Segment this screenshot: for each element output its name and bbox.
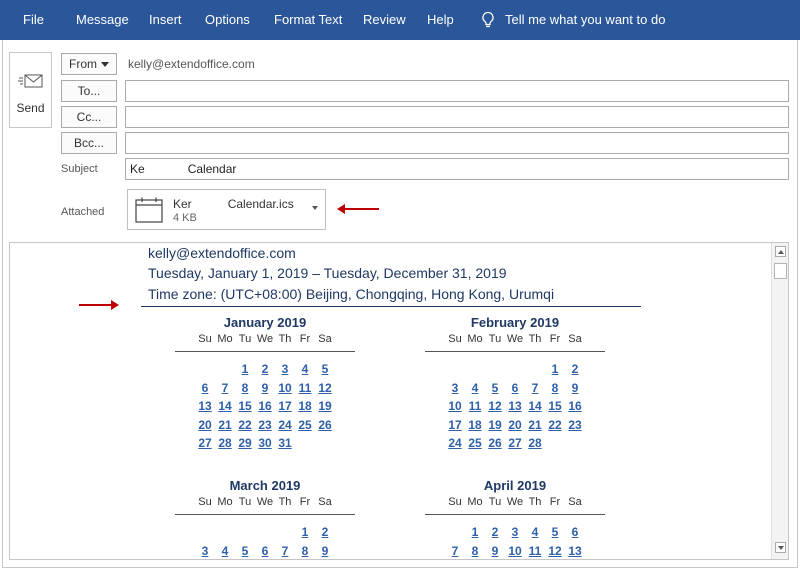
- weekday-header: [425, 333, 605, 349]
- cc-field[interactable]: [125, 106, 789, 128]
- date-link[interactable]: 17: [278, 399, 292, 413]
- weekday-label: Mo: [217, 333, 233, 345]
- week-row: [445, 544, 605, 561]
- weekday-label: Sa: [568, 333, 582, 345]
- date-link[interactable]: 13: [568, 543, 582, 558]
- date-link[interactable]: 5: [321, 362, 329, 376]
- month-title: April 2019: [483, 478, 547, 493]
- menu-message[interactable]: Message: [76, 12, 129, 27]
- menu-help[interactable]: Help: [427, 12, 454, 27]
- weekday-label: Mo: [217, 496, 233, 508]
- date-link[interactable]: 4: [221, 543, 229, 558]
- date-grid: [175, 525, 355, 560]
- month-title: January 2019: [223, 315, 307, 330]
- weekday-label: Tu: [238, 496, 252, 508]
- attachment-dropdown-icon[interactable]: [312, 206, 318, 210]
- date-link[interactable]: 24: [278, 417, 292, 432]
- weekday-label: Th: [528, 496, 542, 508]
- date-link[interactable]: 1: [301, 525, 309, 539]
- date-link[interactable]: 13: [198, 399, 212, 413]
- message-body[interactable]: [9, 242, 789, 560]
- date-link[interactable]: 14: [528, 399, 542, 413]
- date-link[interactable]: 9: [491, 543, 499, 558]
- weekday-header: [425, 496, 605, 512]
- date-link[interactable]: 9: [261, 380, 269, 395]
- send-button[interactable]: [9, 52, 52, 128]
- date-link[interactable]: 7: [451, 543, 459, 558]
- menu-insert[interactable]: Insert: [149, 12, 182, 27]
- menu-file[interactable]: File: [23, 12, 44, 27]
- date-link[interactable]: 25: [468, 436, 482, 450]
- date-link[interactable]: 27: [508, 436, 522, 450]
- weekday-label: Tu: [488, 333, 502, 345]
- scroll-up-icon[interactable]: [775, 246, 786, 257]
- subject-text-start: Ke: [130, 162, 145, 176]
- bcc-field[interactable]: [125, 132, 789, 154]
- date-link[interactable]: 2: [571, 362, 579, 376]
- date-link[interactable]: 18: [468, 417, 482, 432]
- calendar-date-range: Tuesday, January 1, 2019 – Tuesday, December 31, 2019: [148, 265, 507, 281]
- empty-day: [445, 362, 465, 381]
- attached-label: Attached: [61, 206, 105, 218]
- weekday-label: Su: [198, 333, 212, 345]
- week-row: [195, 544, 355, 561]
- date-link[interactable]: 20: [198, 417, 212, 432]
- date-link[interactable]: 12: [548, 543, 562, 558]
- chevron-down-icon: [101, 62, 109, 67]
- cc-button[interactable]: Cc...: [61, 106, 117, 128]
- week-row: [445, 418, 605, 437]
- empty-day: [485, 362, 505, 381]
- date-link[interactable]: 8: [471, 543, 479, 558]
- date-link[interactable]: 8: [301, 543, 309, 558]
- attachment-name-end: Calendar.ics: [227, 197, 294, 211]
- date-link[interactable]: 11: [528, 543, 542, 558]
- date-link[interactable]: 7: [281, 543, 289, 558]
- date-link[interactable]: 6: [571, 525, 579, 539]
- date-link[interactable]: 3: [451, 380, 459, 395]
- weekday-label: Th: [278, 333, 292, 345]
- date-link[interactable]: 10: [448, 399, 462, 413]
- weekday-label: We: [506, 496, 524, 508]
- date-link[interactable]: 29: [238, 436, 252, 450]
- date-link[interactable]: 1: [471, 525, 479, 539]
- empty-day: [505, 362, 525, 381]
- month-rule: [175, 514, 355, 515]
- date-link[interactable]: 28: [528, 436, 542, 450]
- date-link[interactable]: 1: [551, 362, 559, 376]
- date-link[interactable]: 25: [298, 417, 312, 432]
- weekday-label: Fr: [299, 333, 311, 345]
- from-button[interactable]: [61, 53, 117, 75]
- date-link[interactable]: 20: [508, 417, 522, 432]
- weekday-label: We: [256, 333, 274, 345]
- month-march: [175, 478, 355, 560]
- date-link[interactable]: 27: [198, 436, 212, 450]
- vertical-scrollbar[interactable]: [771, 243, 788, 559]
- month-title: February 2019: [470, 315, 560, 330]
- empty-day: [195, 525, 215, 544]
- date-link[interactable]: 2: [321, 525, 329, 539]
- to-button[interactable]: To...: [61, 80, 117, 102]
- attachment-name-start: Ker: [173, 197, 192, 211]
- weekday-label: Fr: [549, 333, 561, 345]
- month-rule: [175, 351, 355, 352]
- date-link[interactable]: 28: [218, 436, 232, 450]
- date-link[interactable]: 17: [448, 417, 462, 432]
- menu-review[interactable]: Review: [363, 12, 406, 27]
- date-link[interactable]: 12: [318, 380, 332, 395]
- empty-day: [215, 525, 235, 544]
- to-field[interactable]: [125, 80, 789, 102]
- date-link[interactable]: 11: [468, 399, 482, 413]
- date-link[interactable]: 3: [281, 362, 289, 376]
- week-row: [195, 362, 355, 381]
- date-link[interactable]: 26: [318, 417, 332, 432]
- calendar-timezone: Time zone: (UTC+08:00) Beijing, Chongqing, Hong Kong, Urumqi: [148, 286, 555, 302]
- week-row: [195, 381, 355, 400]
- date-link[interactable]: 8: [551, 380, 559, 395]
- empty-day: [315, 436, 335, 455]
- date-grid: [425, 525, 605, 560]
- date-link[interactable]: 8: [241, 380, 249, 395]
- ribbon-menu-bar: [0, 0, 800, 40]
- date-link[interactable]: 2: [491, 525, 499, 539]
- weekday-label: Mo: [467, 496, 483, 508]
- date-link[interactable]: 5: [551, 525, 559, 539]
- bcc-button[interactable]: Bcc...: [61, 132, 117, 154]
- week-row: [445, 436, 605, 455]
- weekday-label: Sa: [568, 496, 582, 508]
- week-row: [445, 381, 605, 400]
- subject-text-end: Calendar: [187, 162, 237, 176]
- scroll-down-icon[interactable]: [775, 542, 786, 553]
- empty-day: [545, 436, 565, 455]
- date-link[interactable]: 18: [298, 399, 312, 413]
- weekday-label: Th: [528, 333, 542, 345]
- week-row: [445, 362, 605, 381]
- date-link[interactable]: 26: [488, 436, 502, 450]
- date-link[interactable]: 1: [241, 362, 249, 376]
- date-link[interactable]: 7: [221, 380, 229, 395]
- date-link[interactable]: 22: [238, 417, 252, 432]
- subject-label: Subject: [61, 163, 98, 175]
- date-link[interactable]: 9: [571, 380, 579, 395]
- empty-day: [295, 436, 315, 455]
- week-row: [195, 418, 355, 437]
- date-link[interactable]: 5: [491, 380, 499, 395]
- empty-day: [445, 525, 465, 544]
- date-link[interactable]: 19: [318, 399, 332, 413]
- from-address: kelly@extendoffice.com: [128, 57, 255, 71]
- tell-me-search[interactable]: [481, 0, 665, 40]
- attachment-card[interactable]: [127, 189, 326, 230]
- date-link[interactable]: 4: [471, 380, 479, 395]
- month-february: [425, 315, 605, 455]
- weekday-label: Th: [278, 496, 292, 508]
- weekday-label: Tu: [488, 496, 502, 508]
- date-link[interactable]: 4: [301, 362, 309, 376]
- weekday-header: [175, 333, 355, 349]
- date-link[interactable]: 3: [511, 525, 519, 539]
- date-link[interactable]: 11: [298, 380, 312, 395]
- empty-day: [255, 525, 275, 544]
- empty-day: [195, 362, 215, 381]
- weekday-label: Fr: [299, 496, 311, 508]
- week-row: [195, 436, 355, 455]
- date-link[interactable]: 23: [568, 417, 582, 432]
- empty-day: [465, 362, 485, 381]
- date-link[interactable]: 30: [258, 436, 272, 450]
- date-link[interactable]: 3: [201, 543, 209, 558]
- date-link[interactable]: 21: [218, 417, 232, 432]
- weekday-label: Fr: [549, 496, 561, 508]
- empty-day: [235, 525, 255, 544]
- calendar-email: kelly@extendoffice.com: [148, 245, 296, 261]
- week-row: [445, 399, 605, 418]
- month-rule: [425, 514, 605, 515]
- send-envelope-icon: [18, 71, 44, 93]
- menu-format-text[interactable]: Format Text: [274, 12, 343, 27]
- attachment-name: [173, 197, 294, 211]
- date-link[interactable]: 6: [261, 543, 269, 558]
- weekday-header: [175, 496, 355, 512]
- date-link[interactable]: 5: [241, 543, 249, 558]
- month-rule: [425, 351, 605, 352]
- date-link[interactable]: 15: [238, 399, 252, 413]
- empty-day: [565, 436, 585, 455]
- date-link[interactable]: 15: [548, 399, 562, 413]
- date-link[interactable]: 10: [278, 380, 292, 395]
- date-link[interactable]: 31: [278, 436, 292, 450]
- month-title: March 2019: [229, 478, 301, 493]
- weekday-label: We: [506, 333, 524, 345]
- date-link[interactable]: 14: [218, 399, 232, 413]
- month-january: [175, 315, 355, 455]
- weekday-label: Su: [198, 496, 212, 508]
- weekday-label: Su: [448, 333, 462, 345]
- date-link[interactable]: 2: [261, 362, 269, 376]
- from-label: From: [69, 57, 97, 71]
- date-link[interactable]: 6: [201, 380, 209, 395]
- empty-day: [525, 362, 545, 381]
- week-row: [195, 525, 355, 544]
- date-link[interactable]: 6: [511, 380, 519, 395]
- calendar-file-icon: [135, 197, 163, 223]
- empty-day: [215, 362, 235, 381]
- date-grid: [175, 362, 355, 455]
- weekday-label: Sa: [318, 333, 332, 345]
- date-link[interactable]: 19: [488, 417, 502, 432]
- date-link[interactable]: 9: [321, 543, 329, 558]
- date-link[interactable]: 22: [548, 417, 562, 432]
- week-row: [445, 525, 605, 544]
- empty-day: [275, 525, 295, 544]
- week-row: [195, 399, 355, 418]
- weekday-label: We: [256, 496, 274, 508]
- date-link[interactable]: 16: [258, 399, 272, 413]
- scroll-thumb[interactable]: [774, 263, 787, 279]
- date-link[interactable]: 23: [258, 417, 272, 432]
- weekday-label: Su: [448, 496, 462, 508]
- date-link[interactable]: 12: [488, 399, 502, 413]
- lightbulb-icon: [481, 11, 495, 29]
- date-link[interactable]: 13: [508, 399, 522, 413]
- month-april: [425, 478, 605, 560]
- date-link[interactable]: 24: [448, 436, 462, 450]
- subject-field[interactable]: [125, 158, 789, 180]
- weekday-label: Mo: [467, 333, 483, 345]
- weekday-label: Tu: [238, 333, 252, 345]
- tell-me-label: Tell me what you want to do: [505, 12, 666, 27]
- attachment-size: 4 KB: [173, 212, 197, 224]
- date-link[interactable]: 4: [531, 525, 539, 539]
- red-arrow-annotation: [79, 304, 113, 306]
- menu-options[interactable]: Options: [205, 12, 250, 27]
- date-link[interactable]: 21: [528, 417, 542, 432]
- date-link[interactable]: 7: [531, 380, 539, 395]
- red-arrow-annotation: [343, 208, 379, 210]
- date-link[interactable]: 10: [508, 543, 522, 558]
- calendar-header-rule: [141, 306, 641, 307]
- date-grid: [425, 362, 605, 455]
- send-label: Send: [16, 101, 45, 115]
- date-link[interactable]: 16: [568, 399, 582, 413]
- weekday-label: Sa: [318, 496, 332, 508]
